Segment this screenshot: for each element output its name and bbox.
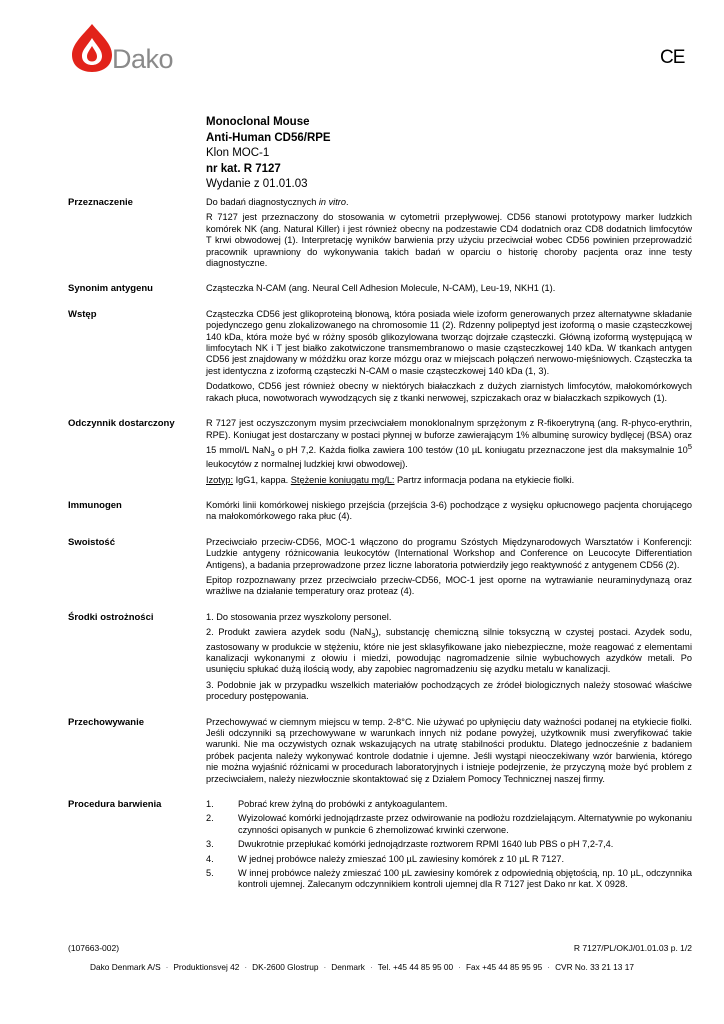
paragraph: R 7127 jest przeznaczony do stosowania w cytometrii przepływowej. CD56 stanowi prototypowy marker ludzkich komórek NK (ang. Natural Killer) i jest również obecny na podzestawie CD4 dodatnich oraz CD8 dodatnich limfocytów T krwi obwodowej (1). Interpretację wyników barwienia przy użyciu przeciwciał wobec CD56 powinien przeprowadzić pracownik uprawniony do wykonywania takich badań w oparciu o historię choroby pacjenta oraz inne testy diagnostyczne. [206, 212, 692, 269]
section-body [206, 717, 692, 789]
section-srodki [68, 612, 692, 707]
section-label: Przechowywanie [68, 716, 145, 728]
title-line-2: Anti-Human CD56/RPE [206, 131, 331, 144]
section-przechowywanie [68, 717, 692, 789]
section-wstep [68, 309, 692, 408]
section-przeznaczenie [68, 197, 692, 273]
section-label: Przeznaczenie [68, 197, 133, 208]
section-label: Odczynnik dostarczony [68, 418, 175, 430]
document-reference: R 7127/PL/OKJ/01.01.03 p. 1/2 [573, 943, 692, 953]
step-number: 5. [206, 868, 214, 878]
footer-fax: Fax +45 44 85 95 95 [465, 962, 543, 972]
section-swoistosc [68, 537, 692, 602]
text: IgG1, kappa. [233, 474, 291, 485]
footer-address: Produktionsvej 42 [173, 962, 240, 972]
text: ), substancję chemiczną silnie toksyczną w czystej postaci. Azydek sodu, zastosowany w produkcie w stężeniu, które nie jest sklasyfikowane jako niebezpieczne, może reagować z elementami kanalizacji wykonanymi z ołowiu i miedzi, powodując nagromadzenie silnie wybuchowych azydków metali. Po usunięciu spłukać dużą ilością wody, aby zapobiec nagromadzeniu się azydku metalu w kanalizacji. [206, 627, 693, 675]
text: R 7127 jest oczyszczonym mysim przeciwciałem monoklonalnym sprzężonym z R-fikoerytryną (ang. R-phyco-erythrin, RPE). Koniugat jest dostarczany w postaci płynnej w buforze zawierającym 1% albuminę surowicy bydlęcej (BSA) oraz 15 mmol/L NaN [206, 418, 692, 455]
section-body [206, 418, 692, 490]
paragraph [206, 197, 692, 208]
paragraph: Komórki linii komórkowej niskiego przejścia (przejścia 3-6) pochodzące z wysięku opłucnowego pacjenta chorującego na małokomórkowego raka płuc (4). [206, 500, 692, 522]
footer-cvr: CVR No. 33 21 13 17 [555, 962, 634, 972]
title-line-3: Klon MOC-1 [206, 147, 270, 159]
ce-mark: CE [660, 47, 685, 68]
text: Do badań diagnostycznych [206, 197, 319, 207]
dako-logo-text: Dako [112, 44, 174, 74]
footer-tel: Tel. +45 44 85 95 00 [377, 962, 454, 972]
procedure-steps [206, 799, 692, 891]
text: . [345, 197, 349, 207]
section-label: Immunogen [68, 500, 122, 512]
paragraph: Przeciwciało przeciw-CD56, MOC-1 włączono do programu Szóstych Międzynarodowych Warsztatów i Konferencji: Ludzkie antygeny różnicowania leukocytów (International Workshop and Conference on Leucocyte Differentiation Antigens), a badania przeprowadzone przez liczne laboratoria potwierdziły jego reaktywność z antygenem CD56 (2). [206, 536, 692, 570]
section-body [206, 799, 692, 894]
paragraph: Przechowywać w ciemnym miejscu w temp. 2-8°C. Nie używać po upłynięciu daty ważności podanej na etykiecie fiolki. Jeśli odczynniki są przechowywane w warunkach innych niż podane powyżej, użytkownik musi zweryfikować takie warunki. Nie ma oczywistych oznak wskazujących na utratę stabilności produktu. Dlatego jednocześnie z badaniem próbek pacjenta należy wykonywać kontrole dodatnie i ujemne. Jeśli wystąpi nieoczekiwany wzór barwienia, którego nie można wyjaśnić różnicami w procedurach laboratoryjnych i istnieje podejrzenie, że przyczyną może być problem z przeciwciałem, należy niezwłocznie skontaktować się z Działem Pomocy Technicznej naszej firmy. [206, 716, 692, 784]
paragraph [206, 475, 692, 486]
step-text: W jednej probówce należy zmieszać 100 µL zawiesiny komórek z 10 µL R 7127. [238, 853, 565, 864]
paragraph: Epitop rozpoznawany przez przeciwciało przeciw-CD56, MOC-1 jest oporne na wytrawianie neuraminydynazą oraz wrażliwe na działanie temperatury oraz proteaz (4). [206, 575, 692, 597]
step-number: 3. [206, 839, 214, 850]
company-footer [0, 962, 724, 972]
document-sections [68, 197, 692, 904]
section-label: Wstęp [68, 308, 97, 320]
dako-drop-icon [68, 22, 116, 74]
underlined-label: Stężenie koniugatu mg/L: [290, 474, 395, 485]
footer-separator: · [547, 962, 551, 972]
section-odczynnik [68, 418, 692, 490]
superscript: 5 [687, 441, 692, 451]
italic-text: in vitro [318, 197, 346, 207]
title-line-4: nr kat. R 7127 [206, 162, 281, 175]
step-text: Pobrać krew żylną do probówki z antykoagulantem. [238, 798, 448, 809]
section-label: Procedura barwienia [68, 798, 162, 810]
step-text: Dwukrotnie przepłukać komórki jednojądrzaste roztworem RPMI 1640 lub PBS o pH 7,2-7,4. [238, 839, 614, 850]
text: leukocytów z normalnej ludzkiej krwi obwodowej). [206, 459, 408, 470]
section-body [206, 197, 692, 273]
step-text: Wyizolować komórki jednojądrzaste przez odwirowanie na podłożu rozdzielającym. Alternatywnie po wykonaniu czynności opisanych w punkcie 6 zhemolizować krwinki czerwone. [238, 813, 692, 835]
footer-city: DK-2600 Glostrup [252, 962, 319, 972]
procedure-step [206, 799, 692, 810]
section-body [206, 500, 692, 527]
section-procedura [68, 799, 692, 894]
section-synonim [68, 283, 692, 298]
section-body [206, 612, 692, 707]
step-number: 4. [206, 853, 214, 864]
paragraph [206, 627, 692, 675]
procedure-step [206, 868, 692, 891]
title-line-1: Monoclonal Mouse [206, 116, 310, 128]
title-line-5: Wydanie z 01.01.03 [206, 178, 308, 190]
procedure-step [206, 854, 692, 865]
text: 2. Produkt zawiera azydek sodu (NaN [206, 627, 372, 638]
paragraph: 1. Do stosowania przez wyszkolony personel. [206, 611, 392, 622]
footer-company: Dako Denmark A/S [90, 962, 161, 972]
section-immunogen [68, 500, 692, 527]
section-label: Swoistość [68, 536, 115, 548]
step-text: W innej probówce należy zmieszać 100 µL zawiesiny komórek z odpowiednią objętością, np. 10 µL, odczynnika kontroli ujemnej. Zalecanym odczynnikiem kontroli ujemnej dla R 7127 jest Dako nr kat. X 0928. [238, 868, 692, 890]
paragraph: Dodatkowo, CD56 jest również obecny w niektórych białaczkach z dużych ziarnistych limfocytów, małokomórkowych rakach płuca, nowotworach wywodzących się z tkanki nerwowej, szpiczakach oraz w białaczkach szpikowych (1). [206, 381, 692, 403]
footer-country: Denmark [331, 962, 365, 972]
footer-separator: · [323, 962, 327, 972]
text: Partrz informacja podana na etykiecie fiolki. [394, 474, 575, 485]
footer-separator: · [458, 962, 461, 972]
footer-separator: · [244, 962, 248, 972]
section-label: Środki ostrożności [68, 611, 154, 623]
procedure-step [206, 813, 692, 836]
procedure-step [206, 839, 692, 850]
section-body [206, 283, 692, 298]
subscript: 3 [270, 448, 275, 458]
paragraph: Cząsteczka CD56 jest glikoproteiną błonową, która posiada wiele izoform generowanych przez alternatywne składanie pojedynczego genu zlokalizowanego na chromosomie 11 (2). Rdzenny polipeptyd jest izoformą o masie cząsteczkowej 140 kDa, która może być w różny sposób glikozylowana tworząc dojrzałe cząsteczki. Główną izoformą występującą w limfocytach NK i T jest białko zakotwiczone transmembranowo o masie cząsteczkowej 140 kDa. W tkankach antygen CD56 jest znajdowany w móżdżku oraz korze mózgu oraz w miejscach połączeń nerwowo-mięśniowych. Cząsteczka ta jest identyczna z izoformą cząsteczki N-CAM o masie cząsteczkowej 140 kDa (1, 3). [206, 308, 692, 376]
paragraph: Cząsteczka N-CAM (ang. Neural Cell Adhesion Molecule, N-CAM), Leu-19, NKH1 (1). [206, 283, 556, 294]
footer-separator: · [369, 962, 373, 972]
text: o pH 7,2. Każda fiolka zawiera 100 testów (10 µL koniugatu przeznaczone jest dla maksymalnie 10 [274, 444, 688, 455]
document-code: (107663-002) [68, 943, 120, 953]
subscript: 3 [371, 631, 376, 641]
section-label: Synonim antygenu [68, 283, 153, 295]
section-body [206, 309, 692, 408]
paragraph: 3. Podobnie jak w przypadku wszelkich materiałów pochodzących ze źródeł biologicznych należy stosować właściwe procedury postępowania. [206, 679, 692, 702]
paragraph [206, 418, 692, 471]
step-number: 1. [206, 798, 214, 809]
footer-separator: · [165, 962, 169, 972]
section-body [206, 537, 692, 602]
underlined-label: Izotyp: [206, 474, 234, 485]
product-title-block [206, 115, 331, 193]
step-number: 2. [206, 813, 214, 824]
